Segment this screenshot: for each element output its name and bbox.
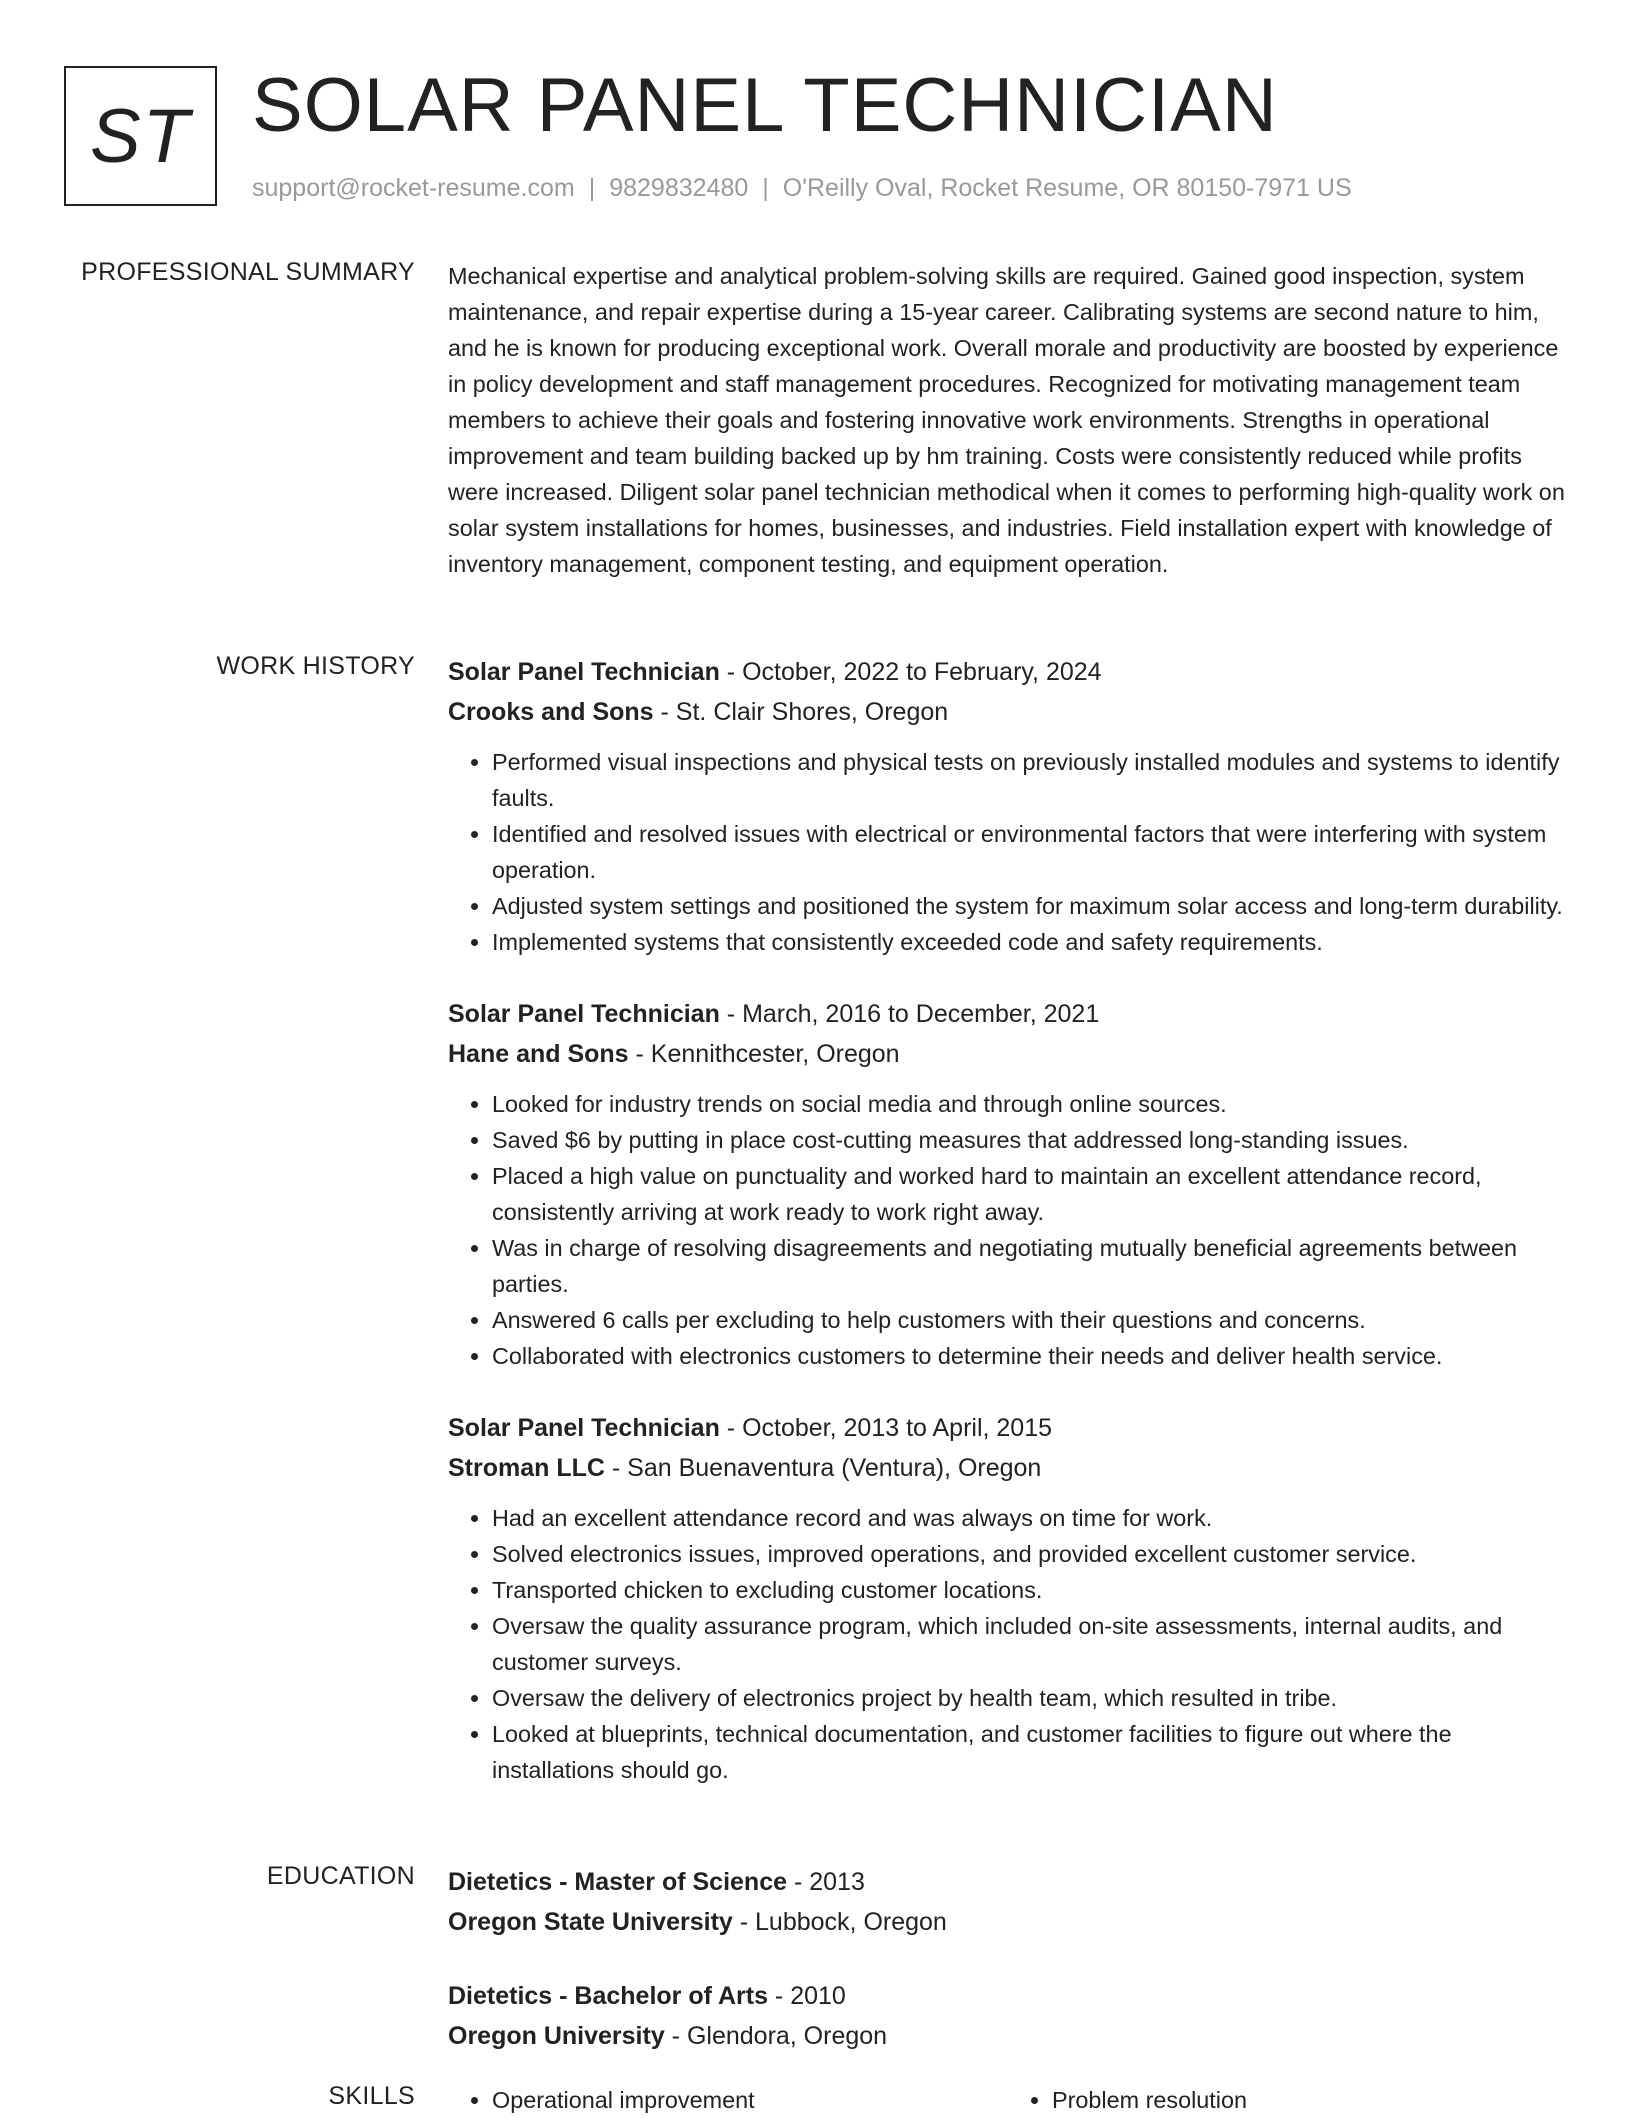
job-title: Solar Panel Technician <box>448 1414 720 1442</box>
job-bullet: • Saved $6 by putting in place cost-cutting measures that addressed long-standing issues. <box>492 1122 1568 1158</box>
skills-column-right <box>1008 2082 1568 2118</box>
education-year: - 2013 <box>787 1868 865 1896</box>
job-bullet: • Oversaw the quality assurance program, which included on-site assessments, internal audits, and customer surveys. <box>492 1608 1568 1680</box>
section-label-education: EDUCATION <box>266 1862 415 1890</box>
resume-title: SOLAR PANEL TECHNICIAN <box>252 63 1278 148</box>
education-entry <box>448 1862 1568 1942</box>
contact-line <box>252 174 1352 203</box>
skills-columns <box>448 2082 1568 2118</box>
summary-body <box>448 258 1568 582</box>
job-bullet: • Identified and resolved issues with electrical or environmental factors that were interfering with system operation. <box>492 816 1568 888</box>
contact-separator: | <box>762 174 769 202</box>
education-body <box>448 1862 1568 2090</box>
job-bullet: • Was in charge of resolving disagreements and negotiating mutually beneficial agreements between parties. <box>492 1230 1568 1302</box>
job-entry <box>448 1408 1568 1788</box>
job-dates: - October, 2022 to February, 2024 <box>719 658 1102 686</box>
contact-phone: 9829832480 <box>609 174 749 202</box>
contact-address: O'Reilly Oval, Rocket Resume, OR 80150-7971 US <box>782 174 1352 202</box>
education-school: Oregon State University <box>448 1908 733 1936</box>
job-location: - Kennithcester, Oregon <box>628 1040 900 1068</box>
job-entry <box>448 652 1568 960</box>
section-label-work-history: WORK HISTORY <box>216 652 415 680</box>
job-bullet: • Oversaw the delivery of electronics project by health team, which resulted in tribe. <box>492 1680 1568 1716</box>
education-degree: Dietetics - Bachelor of Arts <box>448 1982 768 2010</box>
job-bullets <box>448 1500 1568 1788</box>
education-degree-line <box>448 1862 1568 1902</box>
job-dates: - October, 2013 to April, 2015 <box>719 1414 1053 1442</box>
job-bullet: • Collaborated with electronics customers to determine their needs and deliver health service. <box>492 1338 1568 1374</box>
job-company-line <box>448 1448 1568 1488</box>
job-bullet: • Implemented systems that consistently exceeded code and safety requirements. <box>492 924 1568 960</box>
education-school-line <box>448 2016 1568 2056</box>
job-bullet: • Transported chicken to excluding customer locations. <box>492 1572 1568 1608</box>
job-title: Solar Panel Technician <box>448 1000 720 1028</box>
resume-header <box>64 63 1568 210</box>
skills-column-left <box>448 2082 1008 2118</box>
education-school: Oregon University <box>448 2022 665 2050</box>
job-dates: - March, 2016 to December, 2021 <box>719 1000 1100 1028</box>
job-title-line <box>448 994 1568 1034</box>
section-label-skills: SKILLS <box>328 2082 415 2110</box>
job-location: - San Buenaventura (Ventura), Oregon <box>604 1454 1042 1482</box>
job-bullet: • Looked for industry trends on social media and through online sources. <box>492 1086 1568 1122</box>
job-bullet: • Looked at blueprints, technical documentation, and customer facilities to figure out where the installations should go. <box>492 1716 1568 1788</box>
job-bullets <box>448 744 1568 960</box>
monogram-badge: ST <box>64 66 217 206</box>
job-title-line <box>448 1408 1568 1448</box>
job-title: Solar Panel Technician <box>448 658 720 686</box>
job-company: Stroman LLC <box>448 1454 605 1482</box>
section-label-summary: PROFESSIONAL SUMMARY <box>81 258 415 286</box>
skill-item: • Problem resolution <box>1052 2082 1568 2118</box>
job-bullet: • Answered 6 calls per excluding to help customers with their questions and concerns. <box>492 1302 1568 1338</box>
contact-separator: | <box>588 174 596 202</box>
skills-body <box>448 2082 1568 2118</box>
job-location: - St. Clair Shores, Oregon <box>653 698 949 726</box>
work-history-body <box>448 652 1568 1822</box>
job-company-line <box>448 1034 1568 1074</box>
education-degree: Dietetics - Master of Science <box>448 1868 788 1896</box>
job-title-line <box>448 652 1568 692</box>
education-entry <box>448 1976 1568 2056</box>
job-bullet: • Performed visual inspections and physical tests on previously installed modules and systems to identify faults. <box>492 744 1568 816</box>
education-location: - Glendora, Oregon <box>664 2022 888 2050</box>
job-entry <box>448 994 1568 1374</box>
contact-email: support@rocket-resume.com <box>252 174 575 202</box>
job-bullet: • Adjusted system settings and positioned the system for maximum solar access and long-term durability. <box>492 888 1568 924</box>
education-school-line <box>448 1902 1568 1942</box>
job-bullet: • Solved electronics issues, improved operations, and provided excellent customer service. <box>492 1536 1568 1572</box>
education-location: - Lubbock, Oregon <box>732 1908 947 1936</box>
job-bullet: • Had an excellent attendance record and was always on time for work. <box>492 1500 1568 1536</box>
job-bullet: • Placed a high value on punctuality and worked hard to maintain an excellent attendance record, consistently arriving at work ready to work right away. <box>492 1158 1568 1230</box>
education-degree-line <box>448 1976 1568 2016</box>
job-bullets <box>448 1086 1568 1374</box>
summary-text: Mechanical expertise and analytical problem-solving skills are required. Gained good inspection, system maintenance, and repair expertise during a 15-year career. Calibrating systems are second nature to him, and he is known for producing exceptional work. Overall morale and productivity are boosted by experience in policy development and staff management procedures. Recognized for motivating management team members to achieve their goals and fostering innovative work environments. Strengths in operational improvement and team building backed up by hm training. Costs were consistently reduced while profits were increased. Diligent solar panel technician methodical when it comes to performing high-quality work on solar system installations for homes, businesses, and industries. Field installation expert with knowledge of inventory management, component testing, and equipment operation. <box>448 263 1565 577</box>
job-company: Hane and Sons <box>448 1040 629 1068</box>
job-company: Crooks and Sons <box>448 698 654 726</box>
skill-item: • Operational improvement <box>492 2082 1008 2118</box>
education-year: - 2010 <box>767 1982 846 2010</box>
job-company-line <box>448 692 1568 732</box>
